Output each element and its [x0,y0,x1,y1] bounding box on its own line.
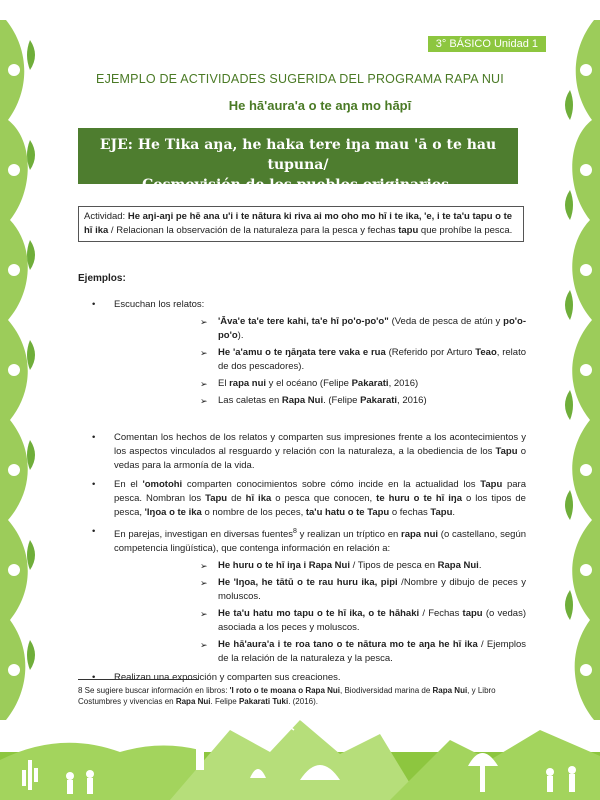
list-item: ➢ 'Āva'e ta'e tere kahi, ta'e hī po'o-po'o" (Veda de pesca de atún y po'o-po'o). [114,315,526,343]
examples-list [78,298,526,408]
list-item: ➢ Las caletas en Rapa Nui. (Felipe Pakarati, 2016) [114,394,526,408]
program-title: EJEMPLO DE ACTIVIDADES SUGERIDA DEL PROGRAMA RAPA NUI [96,72,504,86]
footnote-reference: 8 [293,528,297,535]
examples-heading: Ejemplos: [78,273,126,284]
list-item: ➢ He 'a'amu o te ŋāŋata tere vaka e rua (Referido por Arturo Teao, relato de dos pescadores). [114,346,526,374]
list-item: • En el 'omotohi comparten conocimientos sobre cómo incide en la actualidad los Tapu para pesca. Nombran los Tapu de hī ika o pesca que conocen, te huru o te hī iŋa o los tipos de pesca, 'Iŋoa o te ika o nombre de los peces, ta'u hatu o te Tapu o fechas Tapu. [78,478,526,520]
list-item: ➢ He 'Iŋoa, he tātū o te rau huru ika, pipi /Nombre y dibujo de peces y moluscos. [114,576,526,604]
eje-title-line1: EJE: He Tika aŋa, he haka tere iŋa mau 'ā o te hau tupuna/ [99,137,497,173]
list-item: ➢ He hā'aura'a i te roa tano o te nātura mo te aŋa he hī ika / Ejemplos de la relación de la naturaleza y la pesca. [114,638,526,666]
activity-spanish-text: / Relacionan la observación de la naturaleza para la pesca y fechas [108,225,399,236]
eje-title-line2: Cosmovisión de los pueblos originarios. [142,177,454,193]
list-item: ➢ He huru o te hī iŋa i Rapa Nui / Tipos de pesca en Rapa Nui. [114,559,526,573]
activity-rapa-nui-text: He aŋi-aŋi pe hē ana u'i i te nātura ki riva ai mo oho mo hī i te ika, 'e, i te ta'u tapu o te hī ika [84,211,513,236]
footnote: 8 Se sugiere buscar información en libros: 'I roto o te moana o Rapa Nui, Biodiversidad marina de Rapa Nui, y Libro Costumbres y vivencias en Rapa Nui. Felipe Pakarati Tuki. (2016). [78,686,496,706]
eje-title-box [78,128,518,193]
list-item: • Realizan una exposición y comparten sus creaciones. [78,671,526,685]
stories-sublist [114,315,526,408]
grade-unit-badge: 3° BÁSICO Unidad 1 [428,36,546,52]
list-item: • Comentan los hechos de los relatos y comparten sus impresiones frente a los acontecimientos y los aspectos vinculados al resguardo y relación con la naturaleza, a la obediencia de los Tapu o vedas para la armonía de la vida. [78,431,526,473]
footnote-divider [78,679,198,680]
right-decorative-border [554,20,600,720]
landscape-footer-illustration [0,690,600,800]
activity-box [78,206,524,242]
left-decorative-border [0,20,46,720]
list-item: ➢ El rapa nui y el océano (Felipe Pakarati, 2016) [114,377,526,391]
list-item: • Escuchan los relatos: ➢ 'Āva'e ta'e tere kahi, ta'e hī po'o-po'o" (Veda de pesca de atún y po'o-po'o). ➢ He 'a'amu o te ŋāŋata tere vaka e rua (Referido por Arturo Teao, relato de dos pescadores). ➢ El rapa nui y el océano (Felipe Pakarati, 2016) ➢ Las caletas en Rapa Nui. (Felipe Pakarati, 2016) [78,298,526,408]
examples-list-continued [78,431,526,685]
list-item: • En parejas, investigan en diversas fuentes$^8$ y realizan un tríptico en rapa nui (o castellano, según competencia lingüística), que contenga información en relación a: ➢ He huru o te hī iŋa i Rapa Nui / Tipos de pesca en Rapa Nui. ➢ He 'Iŋoa, he tātū o te rau huru ika, pipi /Nombre y dibujo de peces y moluscos. ➢ He ta'u hatu mo tapu o te hī ika, o te hāhaki / Fechas tapu (o vedas) asociada a los peces y moluscos. ➢ He hā'aura'a i te roa tano o te nātura mo te aŋa he hī ika / Ejemplos de la relación de la naturaleza y la pesca. [78,525,526,666]
examples-section [78,272,526,690]
activity-spanish-end: que prohíbe la pesca. [418,225,513,236]
activity-subtitle: He hā'aura'a o te aŋa mo hāpī [228,98,412,113]
activity-tapu-word: tapu [398,225,419,236]
activity-label: Actividad: [84,211,128,222]
list-item: ➢ He ta'u hatu mo tapu o te hī ika, o te hāhaki / Fechas tapu (o vedas) asociada a los peces y moluscos. [114,607,526,635]
triptych-sublist [114,559,526,666]
